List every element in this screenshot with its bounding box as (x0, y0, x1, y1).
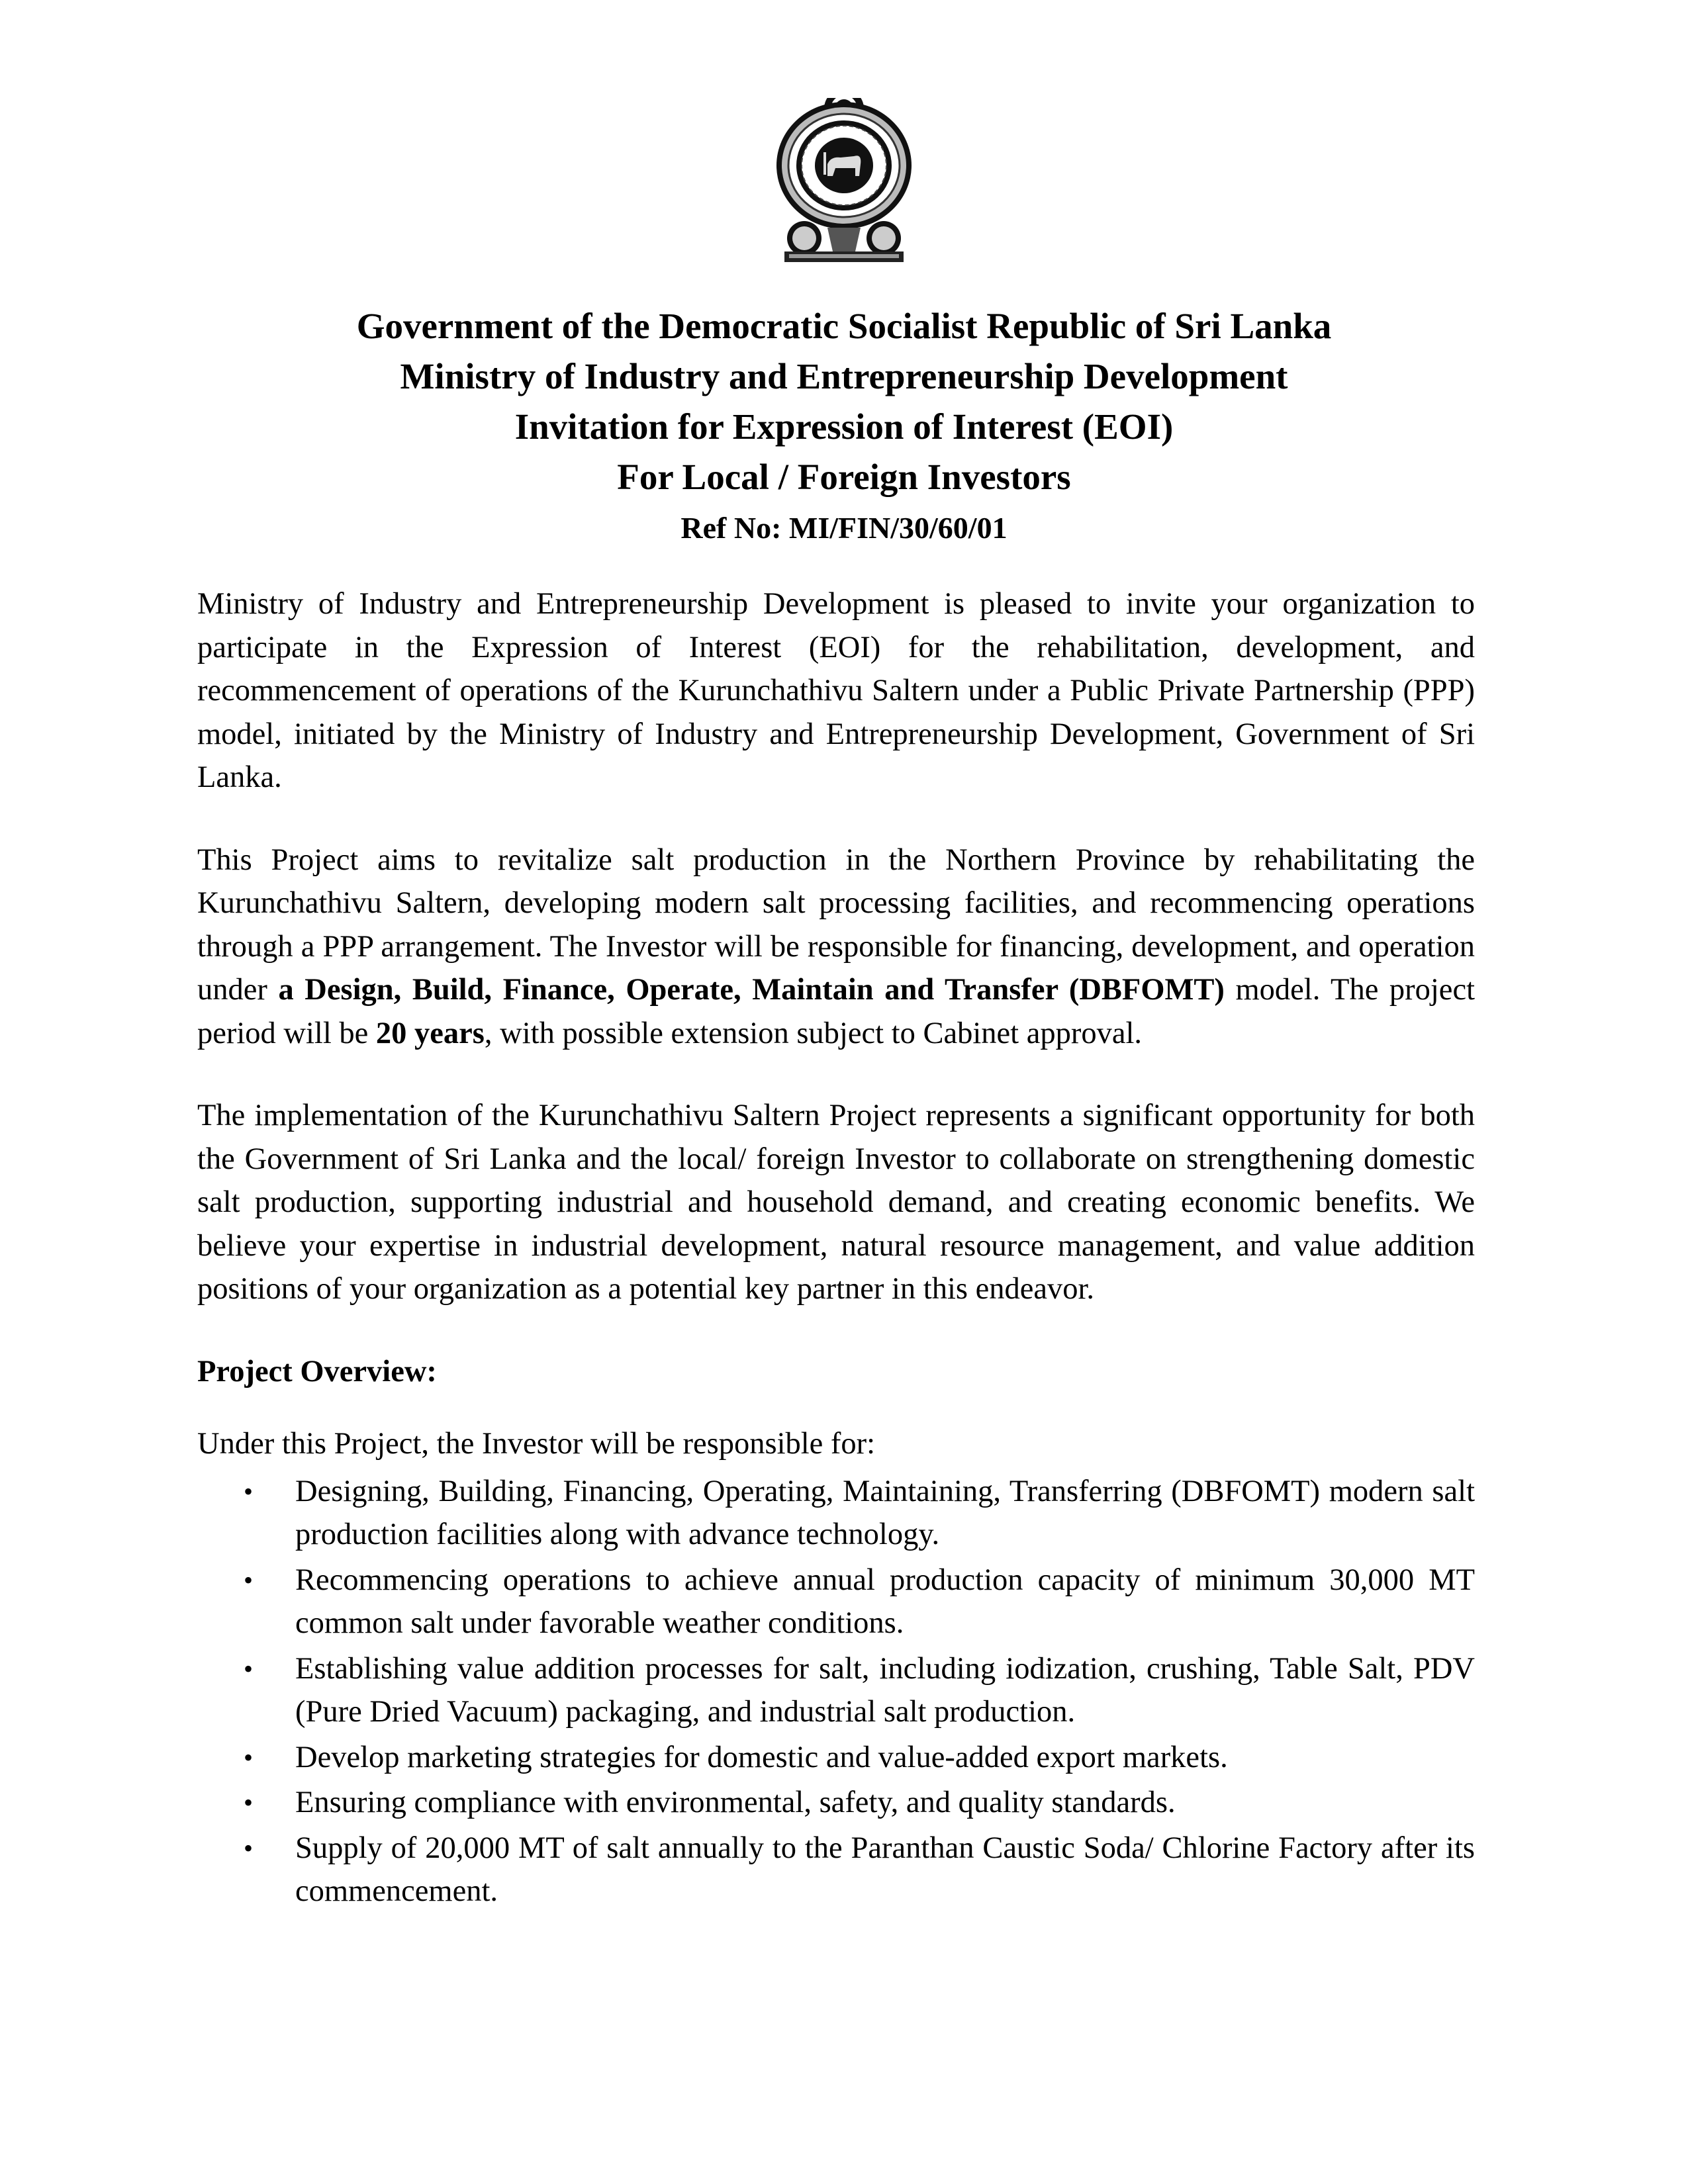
list-item (197, 1827, 1475, 1913)
list-item-text: Recommencing operations to achieve annual production capacity of minimum 30,000 MT common salt under favorable weather conditions. (295, 1563, 1475, 1640)
bullet-icon: • (244, 1833, 254, 1863)
list-item (197, 1559, 1475, 1645)
sri-lanka-coat-of-arms-icon (748, 98, 940, 263)
reference-number: Ref No: MI/FIN/30/60/01 (680, 511, 1008, 545)
government-title: Government of the Democratic Socialist Republic of Sri Lanka (356, 306, 1332, 346)
overview-intro: Under this Project, the Investor will be responsible for: (197, 1427, 876, 1461)
bullet-icon: • (244, 1565, 254, 1595)
list-item-text: Supply of 20,000 MT of salt annually to the Paranthan Caustic Soda/ Chlorine Factory after its commencement. (295, 1831, 1475, 1908)
intro-paragraph: Ministry of Industry and Entrepreneurship Development is pleased to invite your organization to participate in the Expression of Interest (EOI) for the rehabilitation, development, and recommencement of operations of the Kurunchathivu Saltern under a Public Private Partnership (PPP) model, initiated by the Ministry of Industry and Entrepreneurship Development, Government of Sri Lanka. (197, 587, 1475, 794)
text-span: This Project aims to revitalize salt production in the Northern Province by rehabilitating the Kurunchathivu Saltern, developing modern salt processing facilities, and recommencing operations through a PPP arrangement. The Investor will be responsible for financing, development, and operation under (197, 842, 1475, 1007)
bullet-icon: • (244, 1742, 254, 1772)
list-item-text: Designing, Building, Financing, Operating, Maintaining, Transferring (DBFOMT) modern salt production facilities along with advance technology. (295, 1474, 1475, 1551)
list-item-text: Establishing value addition processes for salt, including iodization, crushing, Table Salt, PDV (Pure Dried Vacuum) packaging, and industrial salt production. (295, 1651, 1475, 1729)
list-item (197, 1647, 1475, 1734)
eoi-title: Invitation for Expression of Interest (EOI) (514, 406, 1174, 447)
list-item (197, 1470, 1475, 1557)
bullet-icon: • (244, 1788, 254, 1817)
document-header (0, 301, 1688, 551)
project-aims-paragraph (197, 839, 1475, 1056)
bullet-icon: • (244, 1476, 254, 1506)
ministry-title: Ministry of Industry and Entrepreneurship Development (400, 356, 1288, 396)
audience-title: For Local / Foreign Investors (617, 457, 1071, 497)
list-item (197, 1781, 1475, 1825)
project-period-emphasis: 20 years (375, 1016, 485, 1050)
dbfomt-model-emphasis: a Design, Build, Finance, Operate, Maintain and Transfer (DBFOMT) (278, 973, 1225, 1007)
list-item-text: Develop marketing strategies for domestic and value-added export markets. (295, 1740, 1228, 1774)
text-span: model. The project period will be (197, 973, 1476, 1050)
responsibilities-list (197, 1470, 1475, 1913)
bullet-icon: • (244, 1653, 254, 1684)
list-item (197, 1736, 1475, 1780)
list-item-text: Ensuring compliance with environmental, safety, and quality standards. (295, 1786, 1176, 1819)
text-span: , with possible extension subject to Cabinet approval. (484, 1016, 1143, 1050)
opportunity-paragraph: The implementation of the Kurunchathivu Saltern Project represents a significant opportunity for both the Government of Sri Lanka and the local/ foreign Investor to collaborate on strengthening domestic salt production, supporting industrial and household demand, and creating economic benefits. We believe your expertise in industrial development, natural resource management, and value addition positions of your organization as a potential key partner in this endeavor. (197, 1099, 1475, 1306)
document-body (197, 582, 1475, 1915)
project-overview-heading: Project Overview: (197, 1354, 437, 1388)
